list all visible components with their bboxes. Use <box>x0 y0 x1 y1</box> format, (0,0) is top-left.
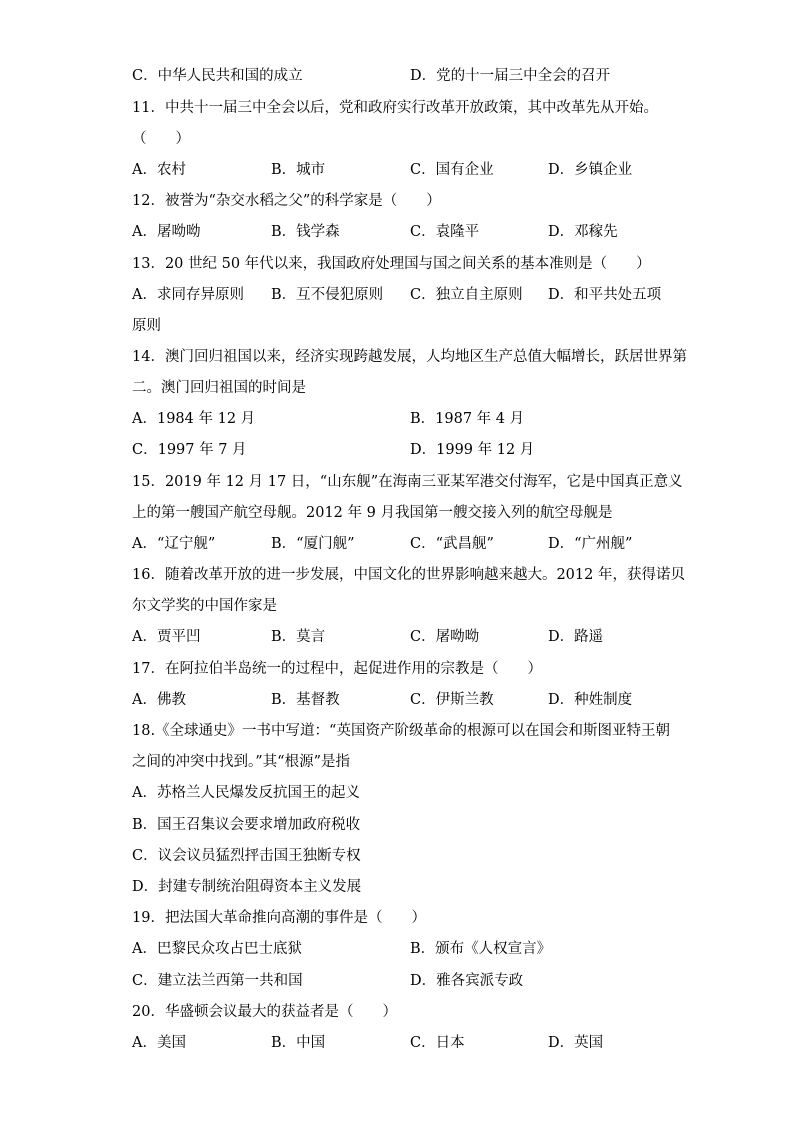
q16-option-b: B．莫言 <box>271 629 326 645</box>
q17-option-a: A．佛教 <box>132 692 186 708</box>
q13-option-d: D．和平共处五项 <box>548 287 662 303</box>
q10-option-d: D．党的十一届三中全会的召开 <box>410 68 611 84</box>
q19-stem: 19．把法国大革命推向高潮的事件是（ ） <box>132 910 426 926</box>
q16-stem-line1: 16．随着改革开放的进一步发展，中国文化的世界影响越来越大。2012 年，获得诺贝 <box>132 567 685 583</box>
q12-option-b: B．钱学森 <box>271 224 340 240</box>
q20-option-c: C．日本 <box>410 1035 465 1051</box>
q11-option-b: B．城市 <box>271 162 326 178</box>
q20-option-b: B．中国 <box>271 1035 326 1051</box>
q11-stem: 11．中共十一届三中全会以后，党和政府实行改革开放政策，其中改革先从开始。 <box>132 100 658 116</box>
q12-option-a: A．屠呦呦 <box>132 224 201 240</box>
q12-option-d: D．邓稼先 <box>548 224 618 240</box>
q11-option-a: A．农村 <box>132 162 186 178</box>
q13-option-a: A．求同存异原则 <box>132 287 244 303</box>
q14-option-d: D．1999 年 12 月 <box>410 442 535 458</box>
q13-option-d-continued: 原则 <box>132 318 161 334</box>
q13-option-b: B．互不侵犯原则 <box>271 287 384 303</box>
q18-option-a: A．苏格兰人民爆发反抗国王的起义 <box>132 785 360 801</box>
q18-option-d: D．封建专制统治阻碍资本主义发展 <box>132 879 362 895</box>
q16-option-a: A．贾平凹 <box>132 629 201 645</box>
q17-option-c: C．伊斯兰教 <box>410 692 494 708</box>
q20-stem: 20．华盛顿会议最大的获益者是（ ） <box>132 1004 397 1020</box>
q19-option-b: B．颁布《人权宣言》 <box>410 941 552 957</box>
q17-option-d: D．种姓制度 <box>548 692 633 708</box>
q16-option-c: C．屠呦呦 <box>410 629 480 645</box>
q14-option-c: C．1997 年 7 月 <box>132 442 247 458</box>
q12-option-c: C．袁隆平 <box>410 224 480 240</box>
q20-option-a: A．美国 <box>132 1035 186 1051</box>
q15-stem-line1: 15．2019 年 12 月 17 日，“山东舰”在海南三亚某军港交付海军，它是中国真正意义 <box>132 474 683 490</box>
q20-option-d: D．英国 <box>548 1035 604 1051</box>
q17-stem: 17．在阿拉伯半岛统一的过程中，起促进作用的宗教是（ ） <box>132 661 542 677</box>
q14-option-a: A．1984 年 12 月 <box>132 411 256 427</box>
q18-stem-line2: 之间的冲突中找到。”其“根源”是指 <box>132 754 350 770</box>
q15-option-a: A．“辽宁舰” <box>132 536 216 552</box>
q18-option-c: C．议会议员猛烈抨击国王独断专权 <box>132 848 361 864</box>
q10-option-c: C．中华人民共和国的成立 <box>132 68 303 84</box>
q15-option-c: C．“武昌舰” <box>410 536 494 552</box>
q14-stem-line1: 14．澳门回归祖国以来，经济实现跨越发展，人均地区生产总值大幅增长，跃居世界第 <box>132 349 687 365</box>
q11-answer-paren: （ ） <box>132 131 190 147</box>
q11-option-d: D．乡镇企业 <box>548 162 633 178</box>
q17-option-b: B．基督教 <box>271 692 340 708</box>
q13-option-c: C．独立自主原则 <box>410 287 523 303</box>
q13-stem: 13．20 世纪 50 年代以来，我国政府处理国与国之间关系的基本准则是（ ） <box>132 256 651 272</box>
q18-stem-line1: 18.《全球通史》一书中写道：“英国资产阶级革命的根源可以在国会和斯图亚特王朝 <box>132 723 670 739</box>
q16-stem-line2: 尔文学奖的中国作家是 <box>132 598 277 614</box>
q12-stem: 12．被誉为“杂交水稻之父”的科学家是（ ） <box>132 193 441 209</box>
q14-option-b: B．1987 年 4 月 <box>410 411 525 427</box>
q19-option-c: C．建立法兰西第一共和国 <box>132 973 303 989</box>
q19-option-a: A．巴黎民众攻占巴士底狱 <box>132 941 302 957</box>
q18-option-b: B．国王召集议会要求增加政府税收 <box>132 817 361 833</box>
q19-option-d: D．雅各宾派专政 <box>410 973 524 989</box>
q15-option-b: B．“厦门舰” <box>271 536 355 552</box>
q14-stem-line2: 二。澳门回归祖国的时间是 <box>132 380 306 396</box>
q15-stem-line2: 上的第一艘国产航空母舰。2012 年 9 月我国第一艘交接入列的航空母舰是 <box>132 505 613 521</box>
q15-option-d: D．“广州舰” <box>548 536 633 552</box>
q11-option-c: C．国有企业 <box>410 162 494 178</box>
q16-option-d: D．路遥 <box>548 629 604 645</box>
